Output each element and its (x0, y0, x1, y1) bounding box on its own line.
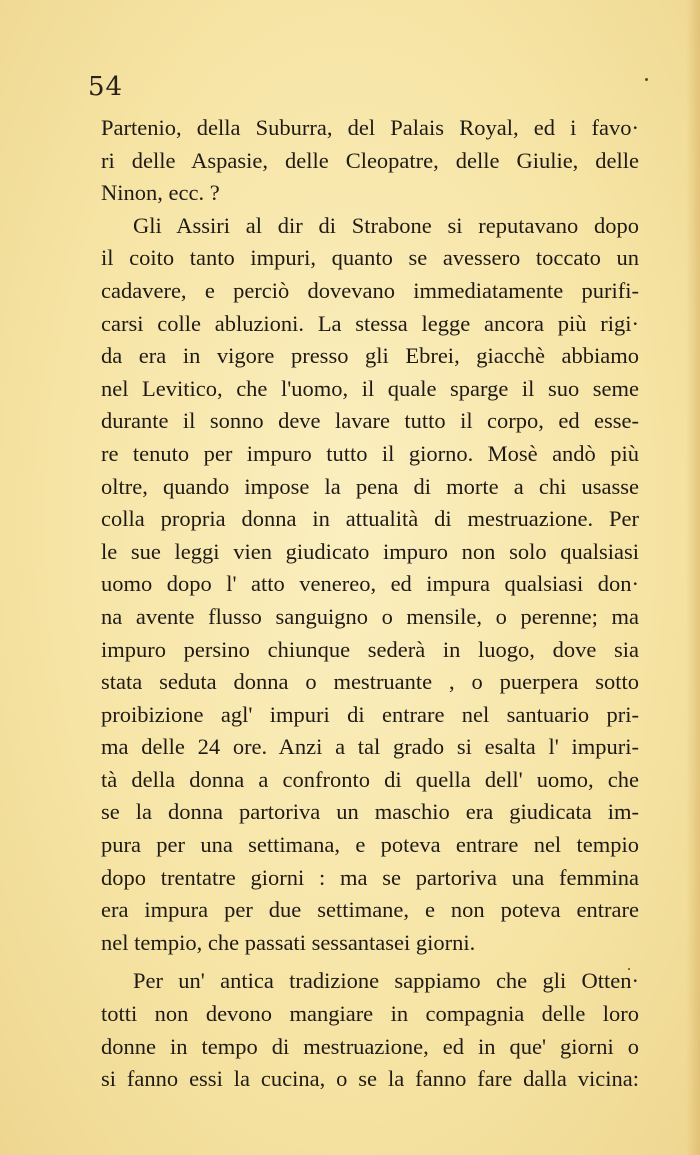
text-line: carsi colle abluzioni. La stessa legge ancora più rigi· (101, 310, 639, 336)
text-line: stata seduta donna o mestruante , o puerpera sotto (101, 669, 639, 695)
text-line: si fanno essi la cucina, o se la fanno fare dalla vicina: (101, 1066, 639, 1092)
text-line: durante il sonno deve lavare tutto il corpo, ed esse- (101, 408, 639, 434)
text-line: era impura per due settimane, e non poteva entrare (101, 897, 639, 923)
text-line: nel tempio, che passati sessantasei giorni. (101, 929, 476, 955)
text-line: cadavere, e perciò dovevano immediatamente purifi- (101, 277, 639, 303)
text-line: totti non devono mangiare in compagnia delle loro (101, 1001, 639, 1027)
text-line: impuro persino chiunque sederà in luogo, dove sia (101, 636, 639, 662)
text-line: pura per una settimana, e poteva entrare nel tempio (101, 832, 639, 858)
text-line: re tenuto per impuro tutto il giorno. Mosè andò più (101, 440, 639, 466)
text-line: tà della donna a confronto di quella dell' uomo, che (101, 766, 639, 792)
text-line: oltre, quando impose la pena di morte a chi usasse (101, 473, 639, 499)
text-line: il coito tanto impuri, quanto se avessero toccato un (101, 245, 639, 271)
text-line: dopo trentatre giorni : ma se partoriva una femmina (101, 864, 639, 890)
text-line: Ninon, ecc. ? (101, 180, 220, 206)
text-line: proibizione agl' impuri di entrare nel santuario pri- (101, 701, 639, 727)
text-line: donne in tempo di mestruazione, ed in que' giorni o (101, 1033, 639, 1059)
text-line: ma delle 24 ore. Anzi a tal grado si esalta l' impuri- (101, 734, 639, 760)
text-line: Partenio, della Suburra, del Palais Royal, ed i favo· (101, 115, 639, 140)
page-edge-shadow (686, 0, 700, 1155)
page-number: 54 (88, 72, 124, 102)
paper-speck (645, 78, 648, 81)
text-line: le sue leggi vien giudicato impuro non solo qualsiasi (101, 538, 639, 564)
text-line: Per un' antica tradizione sappiamo che gli Otten· (133, 968, 639, 994)
text-line: nel Levitico, che l'uomo, il quale sparge il suo seme (101, 375, 639, 401)
text-line: uomo dopo l' atto venereo, ed impura qualsiasi don· (101, 571, 639, 597)
text-line: se la donna partoriva un maschio era giudicata im- (101, 799, 639, 825)
text-line: Gli Assiri al dir di Strabone si reputavano dopo (133, 212, 639, 238)
body-text (101, 112, 639, 1096)
text-line: colla propria donna in attualità di mestruazione. Per (101, 506, 639, 532)
text-line: na avente flusso sanguigno o mensile, o perenne; ma (101, 603, 639, 629)
text-line: ri delle Aspasie, delle Cleopatre, delle Giulie, delle (101, 147, 639, 173)
text-line: da era in vigore presso gli Ebrei, giacchè abbiamo (101, 343, 639, 369)
